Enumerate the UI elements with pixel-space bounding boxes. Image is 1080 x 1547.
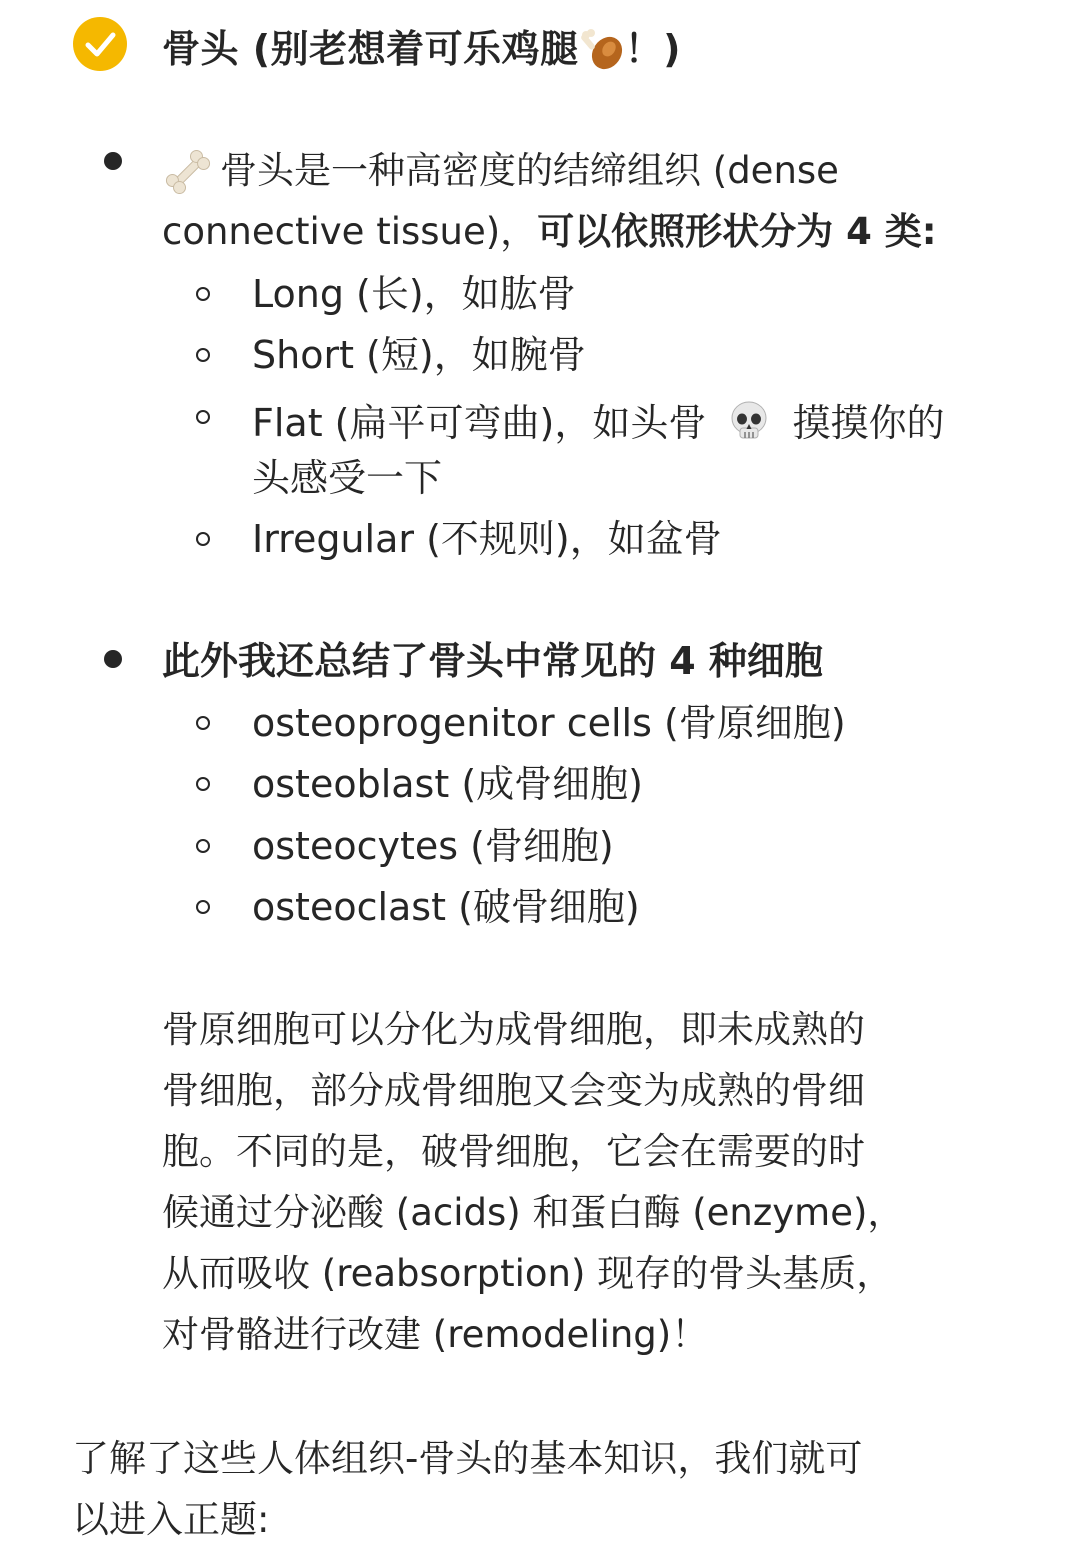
list-item: osteoblast (成骨细胞) xyxy=(252,762,643,806)
flat-text: Flat (扁平可弯曲)，如头骨 xyxy=(252,401,707,445)
bullet-dot xyxy=(104,152,122,170)
sub-bullet xyxy=(196,839,210,853)
heading-title: 骨头 (别老想着可乐鸡腿 xyxy=(162,27,579,71)
drumstick-icon xyxy=(579,29,625,75)
heading-title-end: ！) xyxy=(624,27,681,71)
sub-bullet xyxy=(196,410,210,424)
list-item: Irregular (不规则)，如盆骨 xyxy=(252,517,722,561)
section1-line1: 骨头是一种高密度的结缔组织 (dense xyxy=(220,149,839,192)
list-item: Short (短)，如腕骨 xyxy=(252,333,586,377)
paragraph-line: 骨细胞，部分成骨细胞又会变为成熟的骨细 xyxy=(162,1069,865,1112)
skull-icon xyxy=(726,398,772,444)
list-item: osteoclast (破骨细胞) xyxy=(252,885,640,929)
paragraph-line: 胞。不同的是，破骨细胞，它会在需要的时 xyxy=(162,1130,865,1173)
check-circle-icon xyxy=(72,16,128,72)
sub-bullet xyxy=(196,287,210,301)
closing-line: 了解了这些人体组织-骨头的基本知识，我们就可 xyxy=(72,1437,863,1480)
bone-icon xyxy=(162,146,214,198)
section1-line2 xyxy=(162,210,937,253)
closing-line: 以进入正题: xyxy=(72,1498,270,1541)
paragraph-line: 对骨骼进行改建 (remodeling)！ xyxy=(162,1313,709,1356)
section2-title: 此外我还总结了骨头中常见的 4 种细胞 xyxy=(162,639,823,683)
list-item xyxy=(252,398,945,444)
paragraph-line: 骨原细胞可以分化为成骨细胞，即未成熟的 xyxy=(162,1008,865,1051)
flat-tail: 摸摸你的 xyxy=(792,401,945,445)
list-item: osteoprogenitor cells (骨原细胞) xyxy=(252,701,846,745)
section1-line2-bold: 可以依照形状分为 4 类: xyxy=(537,210,937,253)
bullet-dot xyxy=(104,650,122,668)
heading-text xyxy=(162,18,681,75)
sub-bullet xyxy=(196,532,210,546)
paragraph-line: 候通过分泌酸 (acids) 和蛋白酶 (enzyme)， xyxy=(162,1191,905,1234)
list-item: osteocytes (骨细胞) xyxy=(252,824,614,868)
sub-bullet xyxy=(196,777,210,791)
section-heading xyxy=(72,12,1052,72)
flat-line2: 头感受一下 xyxy=(252,456,443,500)
section1-line2-normal: connective tissue)， xyxy=(162,210,538,253)
sub-bullet xyxy=(196,900,210,914)
sub-bullet xyxy=(196,348,210,362)
sub-bullet xyxy=(196,716,210,730)
list-item: Long (长)，如肱骨 xyxy=(252,272,576,316)
paragraph-line: 从而吸收 (reabsorption) 现存的骨头基质， xyxy=(162,1252,894,1295)
